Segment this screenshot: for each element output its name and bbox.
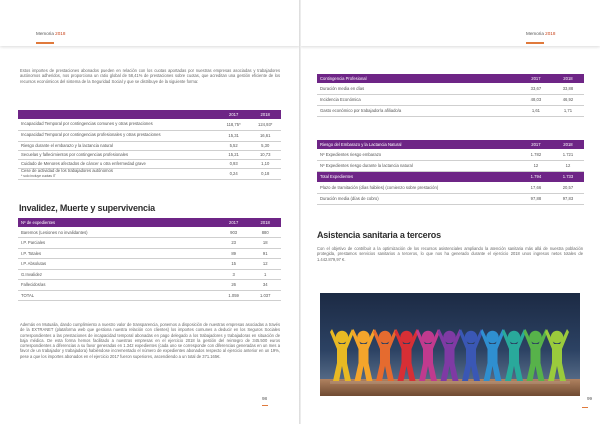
pregnancy-cell-2017: 12 — [520, 160, 552, 171]
left-header-accent-bar — [36, 42, 54, 44]
ims-table-header — [18, 218, 281, 227]
ratios-cell-2017: 5,52 — [218, 141, 250, 150]
ims-cell-label: TOTAL — [18, 290, 218, 301]
ratios-cell-2017: 0,24 — [218, 168, 250, 179]
paper-figure-head — [400, 331, 412, 343]
ims-cell-2018: 12 — [249, 259, 281, 270]
pregnancy-cell-2018: 20,57 — [552, 182, 584, 193]
page-spine — [299, 0, 301, 424]
ims-cell-2017: 23 — [218, 238, 250, 249]
paper-figures-photo — [320, 293, 580, 396]
paper-figure-head — [357, 331, 369, 343]
table-row — [317, 83, 584, 94]
left-header-label: Memoria — [36, 31, 54, 36]
paper-figure-head — [336, 331, 348, 343]
right-header-year: 2018 — [545, 31, 556, 36]
contingency-cell-label: Incidencia Económica — [317, 94, 520, 105]
table-row — [317, 94, 584, 105]
ims-cell-2017: 903 — [218, 227, 250, 238]
left-page-number-bar — [262, 405, 268, 406]
contingency-cell-label: Gasto económico por trabajador/a afiliado/a — [317, 105, 520, 116]
ims-cell-label: I.P. Totales — [18, 248, 218, 259]
ratios-header-label — [18, 110, 218, 119]
ims-cell-2017: 89 — [218, 248, 250, 259]
ratios-cell-label: Riesgo durante el embarazo y la lactancia natural — [18, 141, 218, 150]
pregnancy-cell-2018: 12 — [552, 160, 584, 171]
table-row — [18, 168, 281, 179]
pregnancy-cell-label: Nº Expedientes riesgo embarazo — [317, 149, 520, 160]
paper-figures-illustration — [320, 293, 580, 396]
contingency-header-2018: 2018 — [552, 74, 584, 83]
pregnancy-header-label: Riesgo del Embarazo y la Lactancia Natural — [317, 140, 520, 149]
ims-cell-2018: 1.037 — [249, 290, 281, 301]
ims-cell-label: Baremos (Lesiones no invalidantes) — [18, 227, 218, 238]
ratios-footnote: * solo incluye cuotas IT — [21, 173, 56, 178]
ims-cell-2017: 3 — [218, 269, 250, 280]
left-page-number: 98 — [262, 396, 268, 401]
contingency-cell-2017: 33,67 — [520, 83, 552, 94]
right-header-title — [526, 31, 555, 36]
section-title-ims: Invalidez, Muerte y supervivencia — [19, 203, 155, 213]
pregnancy-header-2018: 2018 — [552, 140, 584, 149]
ratios-cell-label: Incapacidad Temporal por contingencias profesionales y otras prestaciones — [18, 130, 218, 141]
table-row — [18, 248, 281, 259]
pregnancy-cell-2017: 1.782 — [520, 149, 552, 160]
contingency-table — [317, 74, 584, 117]
ims-header-2017: 2017 — [218, 218, 250, 227]
table-row — [18, 238, 281, 249]
contingency-header-2017: 2017 — [520, 74, 552, 83]
ims-cell-label: I.P. Absolutas — [18, 259, 218, 270]
pregnancy-table-header — [317, 140, 584, 149]
ratios-cell-2017: 118,75* — [218, 119, 250, 130]
paper-figure-head — [422, 331, 434, 343]
contingency-cell-2018: 33,88 — [552, 83, 584, 94]
pregnancy-cell-2017: 1.794 — [520, 171, 552, 182]
paper-figure-head — [379, 331, 391, 343]
paper-figure-head — [551, 331, 563, 343]
pregnancy-cell-2017: 97,88 — [520, 193, 552, 204]
ratios-cell-2017: 15,31 — [218, 130, 250, 141]
table-row — [317, 182, 584, 193]
ratios-table-header — [18, 110, 281, 119]
pregnancy-header-2017: 2017 — [520, 140, 552, 149]
ratios-cell-2018: 124,93* — [249, 119, 281, 130]
ratios-header-2017: 2017 — [218, 110, 250, 119]
ratios-cell-label: Secuelas y fallecimientos por contingencias profesionales — [18, 150, 218, 159]
ims-cell-2018: 880 — [249, 227, 281, 238]
bottom-paragraph: Además en Mutualia, dando cumplimiento a nuestro valor de transparencia, ponemos a disposición de nuestras empresas asociadas a través de la EXTRANET (plataforma web que gestiona nuestra relación con clientes) los importes comunes a deducir en los Seguros Sociales correspondientes a las prestaciones de incapacidad temporal abonadas en pago delegado a los trabajadores y trabajadoras en situación de baja médica. De esta forma hemos facilitado a nuestras empresas en el ejercicio 2018 la gestión del reintegro de 345.500 euros correspondientes a diferencias a su favor generadas en 1.342 expedientes (cada uno se corresponde con diferencias generadas en un mes a favor de un trabajador y trabajadora) habiéndose incrementado el número de expedientes abonados respecto al ejercicio anterior en un 19%, pese a que los importes abonados en el ejercicio 2017 fueron superiores, ascendiendo a un total de 371.165€. — [20, 322, 280, 359]
ratios-cell-2018: 10,73 — [249, 150, 281, 159]
contingency-cell-2018: 1,71 — [552, 105, 584, 116]
table-row — [18, 280, 281, 291]
paper-figure-head — [529, 331, 541, 343]
contingency-cell-label: Duración media en días — [317, 83, 520, 94]
ratios-cell-2017: 0,93 — [218, 159, 250, 168]
pregnancy-risk-table — [317, 140, 584, 205]
ims-cell-2018: 18 — [249, 238, 281, 249]
ratios-table — [18, 110, 281, 180]
contingency-header-label: Contingencia Profesional — [317, 74, 520, 83]
right-page-number: 99 — [587, 396, 593, 401]
right-page-number-bar — [582, 407, 588, 408]
ratios-cell-label: Incapacidad Temporal por contingencias comunes y otras prestaciones — [18, 119, 218, 130]
ims-cell-2017: 26 — [218, 280, 250, 291]
ratios-cell-2018: 1,10 — [249, 159, 281, 168]
right-header-accent-bar — [526, 42, 544, 44]
ratios-cell-2018: 0,18 — [249, 168, 281, 179]
table-row-total — [18, 290, 281, 301]
pregnancy-cell-label: Plazo de tramitación (días hábiles) (comienzo sobre prestación) — [317, 182, 520, 193]
ims-cell-label: G.Invalidez — [18, 269, 218, 280]
table-row — [18, 159, 281, 168]
ratios-cell-2018: 16,61 — [249, 130, 281, 141]
ratios-cell-label-text: Cese de actividad de los trabajadores autónomos — [21, 168, 113, 174]
ims-cell-label: I.P. Parciales — [18, 238, 218, 249]
contingency-cell-2017: 48,03 — [520, 94, 552, 105]
ims-header-label: Nº de expedientes — [18, 218, 218, 227]
pregnancy-cell-2018: 97,83 — [552, 193, 584, 204]
ratios-cell-2017: 15,21 — [218, 150, 250, 159]
pregnancy-cell-2018: 1.721 — [552, 149, 584, 160]
pregnancy-cell-2018: 1.733 — [552, 171, 584, 182]
table-row — [18, 130, 281, 141]
ims-cell-2017: 15 — [218, 259, 250, 270]
pregnancy-cell-label: Duración media (días de cobro) — [317, 193, 520, 204]
left-header-year: 2018 — [55, 31, 66, 36]
ratios-cell-label — [18, 168, 218, 179]
paper-figure-head — [508, 331, 520, 343]
pregnancy-cell-label: Total Expedientes — [317, 171, 520, 182]
ims-cell-label: Fallecidos/as — [18, 280, 218, 291]
ratios-header-2018: 2018 — [249, 110, 281, 119]
assist-paragraph: Con el objetivo de contribuir a la optimización de los recursos asistenciales ampliando la atención sanitaria más allá de nuestra población protegida, prestamos servicios sanitarios a terceros, lo que nos ha generado durante el ejercicio 2018 unos ingresos netos totales de 1.442.879,97 €. — [317, 246, 583, 262]
ratios-cell-2018: 5,30 — [249, 141, 281, 150]
ims-header-2018: 2018 — [249, 218, 281, 227]
table-row — [18, 269, 281, 280]
right-page-header — [300, 0, 600, 46]
table-row — [317, 193, 584, 204]
right-header-label: Memoria — [526, 31, 544, 36]
ims-cell-2017: 1.059 — [218, 290, 250, 301]
table-reflection — [330, 381, 570, 384]
paper-figure-head — [465, 331, 477, 343]
table-row — [18, 227, 281, 238]
ims-table — [18, 218, 281, 301]
contingency-table-header — [317, 74, 584, 83]
ratios-cell-label: Cuidado de Menores afectados de cáncer u otra enfermedad grave — [18, 159, 218, 168]
table-row — [18, 150, 281, 159]
pregnancy-cell-label: Nº Expedientes riesgo durante la lactancia natural — [317, 160, 520, 171]
paper-figure-head — [443, 331, 455, 343]
contingency-cell-2017: 1,61 — [520, 105, 552, 116]
table-row — [18, 141, 281, 150]
ims-cell-2018: 34 — [249, 280, 281, 291]
pregnancy-cell-2017: 17,66 — [520, 182, 552, 193]
paper-figure-head — [486, 331, 498, 343]
table-row — [317, 149, 584, 160]
table-row-highlight — [317, 171, 584, 182]
left-page-header — [0, 0, 300, 46]
intro-paragraph: Estos importes de prestaciones abonados pueden en relación con los cuotas aportadas por nuestras empresas asociadas y trabajadores autónomos adheridos, nos proporciona un ratio global de 58,41% de prestaciones sobre cuotas, que acreditan una gestión eficiente de los recursos económicos del sistema de la Seguridad Social y que se distribuye de la siguiente forma: — [20, 68, 280, 84]
section-title-assist: Asistencia sanitaria a terceros — [317, 230, 441, 240]
right-page — [300, 0, 600, 424]
table-row — [317, 160, 584, 171]
table-row — [18, 119, 281, 130]
table-row — [18, 259, 281, 270]
left-header-title — [36, 31, 65, 36]
contingency-cell-2018: 46,92 — [552, 94, 584, 105]
table-row — [317, 105, 584, 116]
ims-cell-2018: 91 — [249, 248, 281, 259]
ims-cell-2018: 1 — [249, 269, 281, 280]
